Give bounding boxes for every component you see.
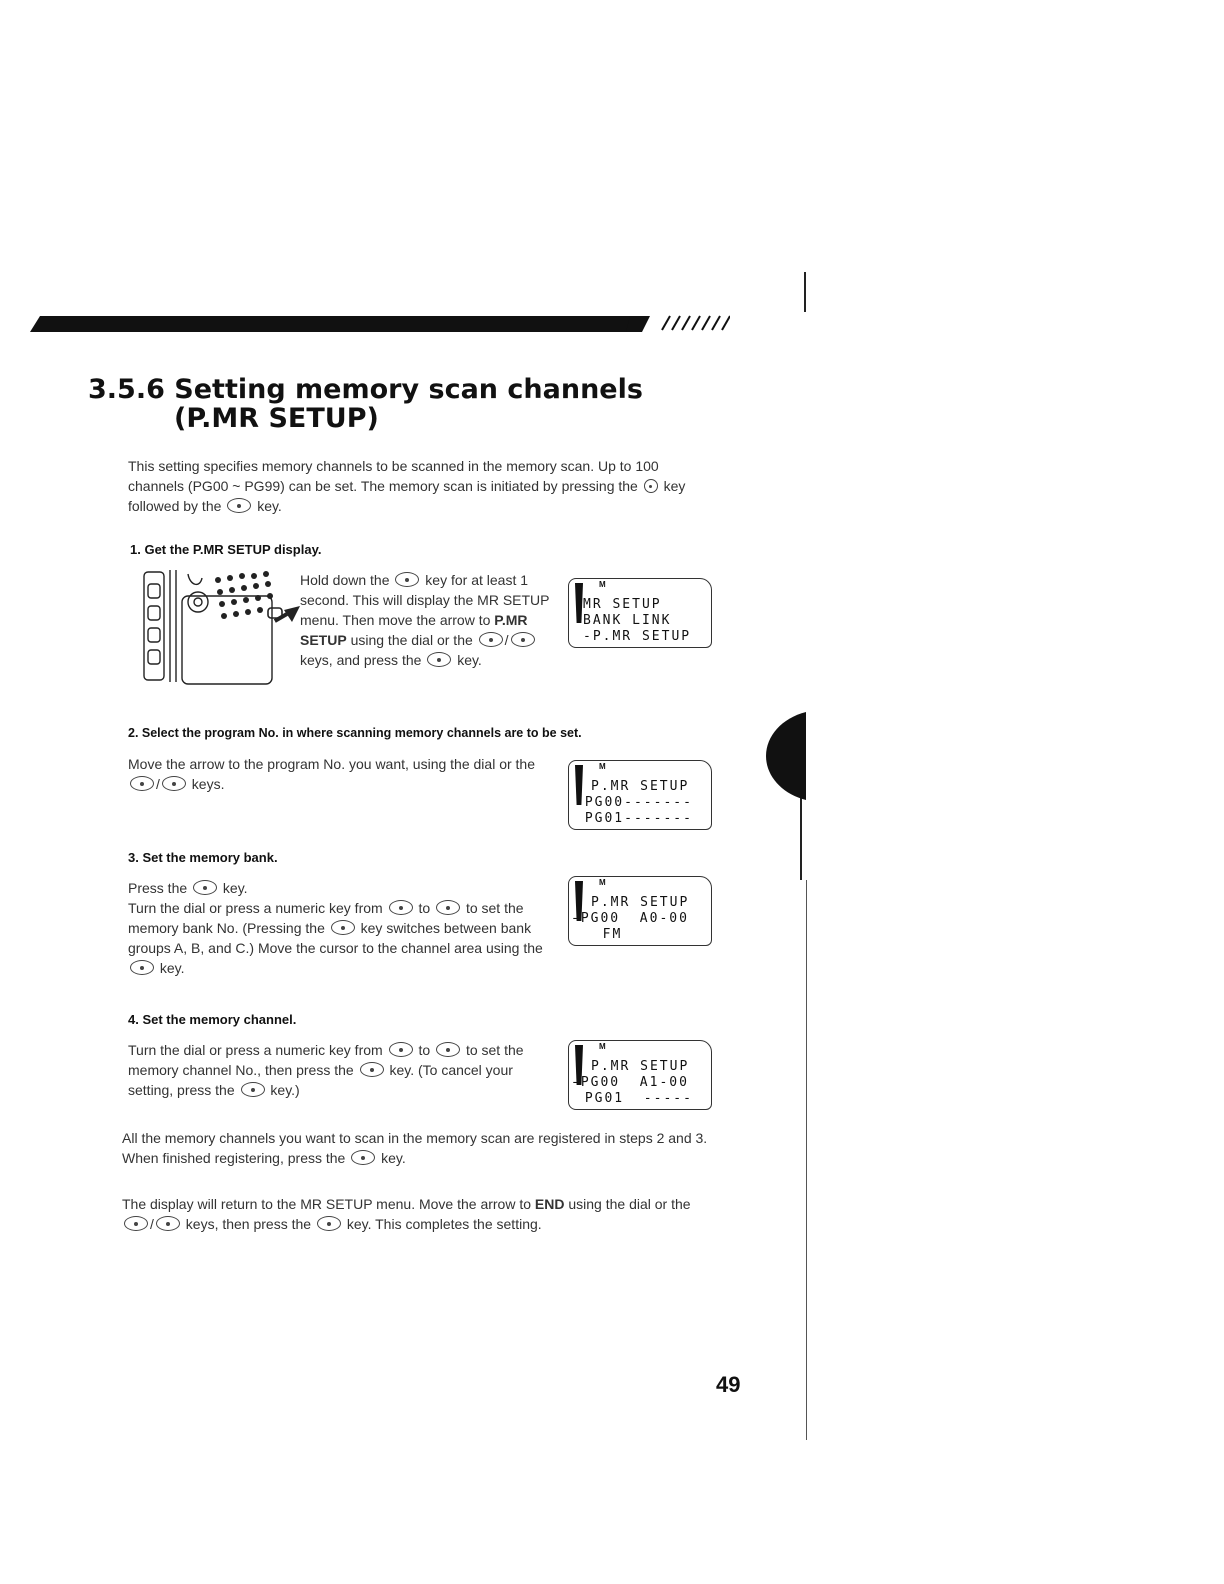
down-key-icon bbox=[156, 1216, 180, 1231]
mode-key-icon bbox=[389, 900, 413, 915]
margin-line bbox=[804, 272, 806, 312]
page-number: 49 bbox=[716, 1372, 741, 1397]
ent-key-icon bbox=[351, 1150, 375, 1165]
lcd-display: M P.MR SETUP -PG00------- PG01------- bbox=[568, 760, 712, 830]
step-1-title: 1. Get the P.MR SETUP display. bbox=[130, 542, 322, 557]
up-key-icon bbox=[479, 632, 503, 647]
section-title-line1: 3.5.6 Setting memory scan channels bbox=[88, 374, 643, 405]
lcd-display: M P.MR SETUP -PG00 A0-00 FM bbox=[568, 876, 712, 946]
step-3-text: Press the key. Turn the dial or press a numeric key from to to set the memory bank No. (Pressing the key switches between bank groups A, B, and C.) Move the cursor to the channel area using the key. bbox=[128, 880, 543, 976]
lcd-display: M P.MR SETUP -PG00 A1-00 PG01 ----- bbox=[568, 1040, 712, 1110]
lcd-marker-icon bbox=[575, 583, 583, 623]
step-2-title: 2. Select the program No. in where scanning memory channels are to be set. bbox=[128, 726, 582, 740]
mode-key-icon bbox=[389, 1042, 413, 1057]
func-key-icon bbox=[331, 920, 355, 935]
intro-paragraph bbox=[128, 456, 718, 516]
down-key-icon bbox=[130, 960, 154, 975]
ent-key-icon bbox=[360, 1062, 384, 1077]
down-key-icon bbox=[511, 632, 535, 647]
thumb-tab bbox=[762, 712, 806, 800]
closing-paragraph-2: The display will return to the MR SETUP menu. Move the arrow to END using the dial or the / keys, then press the key. This completes the setting. bbox=[122, 1196, 691, 1232]
step-1-text: Hold down the key for at least 1 second. This will display the MR SETUP menu. Then move the arrow to P.MR SETUP using the dial or the / keys, and press the key. bbox=[300, 572, 550, 668]
intro-text: key followed by the bbox=[128, 478, 686, 514]
step-3-title: 3. Set the memory bank. bbox=[128, 850, 278, 865]
down-key-icon bbox=[162, 776, 186, 791]
step-4-title: 4. Set the memory channel. bbox=[128, 1012, 297, 1027]
step-4-text: Turn the dial or press a numeric key from to to set the memory channel No., then press the key. (To cancel your setting, press the key.) bbox=[128, 1042, 524, 1098]
section-title-line2: (P.MR SETUP) bbox=[174, 403, 379, 434]
intro-text: key. bbox=[257, 498, 282, 514]
mr-key-icon bbox=[395, 572, 419, 587]
section-title bbox=[88, 375, 788, 433]
scan-key-icon bbox=[644, 479, 658, 493]
zero-key-icon bbox=[436, 1042, 460, 1057]
header-stripe bbox=[30, 306, 730, 332]
up-key-icon bbox=[130, 776, 154, 791]
closing-paragraph-1: All the memory channels you want to scan in the memory scan are registered in steps 2 and 3. When finished registering, press the key. bbox=[122, 1130, 708, 1166]
radio-illustration bbox=[140, 566, 300, 686]
step-2-text: Move the arrow to the program No. you want, using the dial or the / keys. bbox=[128, 756, 535, 792]
up-key-icon bbox=[124, 1216, 148, 1231]
scan-key-icon bbox=[227, 498, 251, 513]
margin-line bbox=[806, 880, 807, 1440]
ent-key-icon bbox=[427, 652, 451, 667]
func-key-icon bbox=[193, 880, 217, 895]
zero-key-icon bbox=[436, 900, 460, 915]
clr-key-icon bbox=[241, 1082, 265, 1097]
intro-text: This setting specifies memory channels to be scanned in the memory scan. Up to 100 channels (PG00 ~ PG99) can be set. The memory scan is initiated by pressing the bbox=[128, 458, 659, 494]
margin-line bbox=[800, 790, 802, 880]
lcd-display: M MR SETUP BANK LINK -P.MR SETUP bbox=[568, 578, 712, 648]
ent-key-icon bbox=[317, 1216, 341, 1231]
